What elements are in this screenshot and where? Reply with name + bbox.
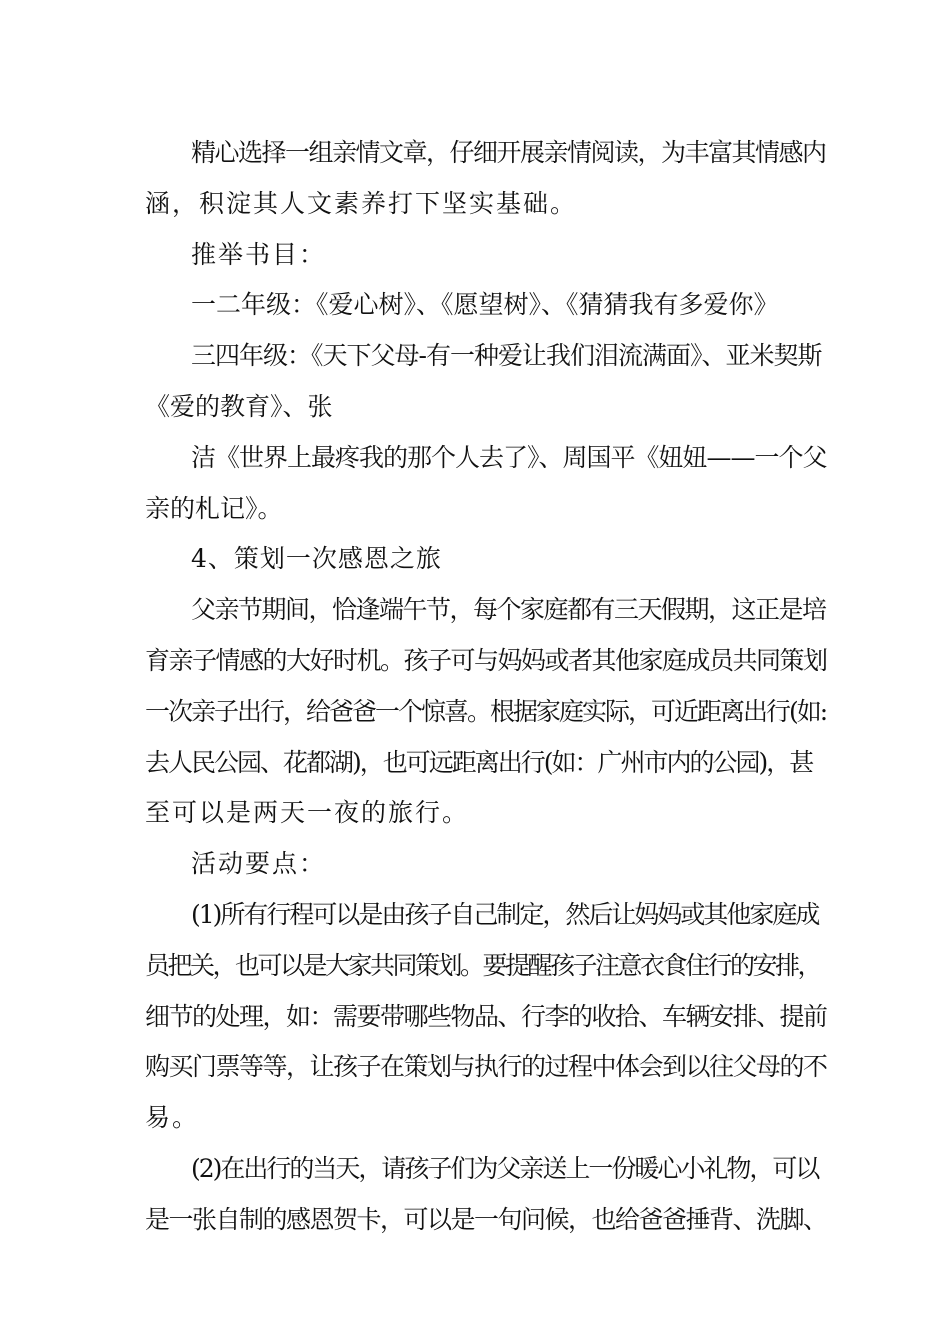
text-line: (2)在出行的当天，请孩子们为父亲送上一份暖心小礼物，可以 — [191, 1153, 819, 1183]
text-line: 去人民公园、花都湖)，也可远距离出行(如：广州市内的公园)，甚 — [145, 747, 813, 777]
text-line: 活动要点： — [191, 849, 327, 879]
text-line: 父亲节期间，恰逢端午节，每个家庭都有三天假期，这正是培 — [191, 595, 826, 625]
text-line: 至可以是两天一夜的旅行。 — [145, 798, 470, 828]
text-line: 亲的札记》。 — [145, 493, 283, 523]
text-line: 涵，积淀其人文素养打下坚实基础。 — [145, 188, 578, 218]
text-line: 推举书目： — [191, 239, 327, 269]
text-line: 洁《世界上最疼我的那个人去了》、周国平《妞妞——一个父 — [191, 442, 827, 472]
document-body — [145, 128, 825, 1246]
text-line: 细节的处理，如：需要带哪些物品、行李的收拾、车辆安排、提前 — [145, 1001, 827, 1031]
text-line: 精心选择一组亲情文章，仔细开展亲情阅读，为丰富其情感内 — [191, 138, 826, 167]
section-heading: 4、策划一次感恩之旅 — [191, 544, 442, 574]
text-line: 是一张自制的感恩贺卡，可以是一句问候，也给爸爸捶背、洗脚、 — [145, 1204, 827, 1234]
text-line: 一二年级：《爱心树》、《愿望树》、《猜猜我有多爱你》 — [191, 290, 779, 320]
text-line: (1)所有行程可以是由孩子自己制定，然后让妈妈或其他家庭成 — [191, 899, 819, 929]
text-line: 员把关，也可以是大家共同策划。要提醒孩子注意衣食住行的安排， — [145, 950, 821, 980]
text-line: 购买门票等等，让孩子在策划与执行的过程中体会到以往父母的不 — [145, 1052, 827, 1082]
text-line: 一次亲子出行，给爸爸一个惊喜。根据家庭实际，可近距离出行(如: — [145, 696, 827, 726]
text-line: 三四年级：《天下父母-有一种爱让我们泪流满面》、亚米契斯 — [191, 341, 822, 371]
text-line: 《爱的教育》、张 — [145, 391, 333, 421]
text-line: 育亲子情感的大好时机。孩子可与妈妈或者其他家庭成员共同策划 — [145, 645, 827, 675]
text-line: 易。 — [145, 1103, 200, 1133]
